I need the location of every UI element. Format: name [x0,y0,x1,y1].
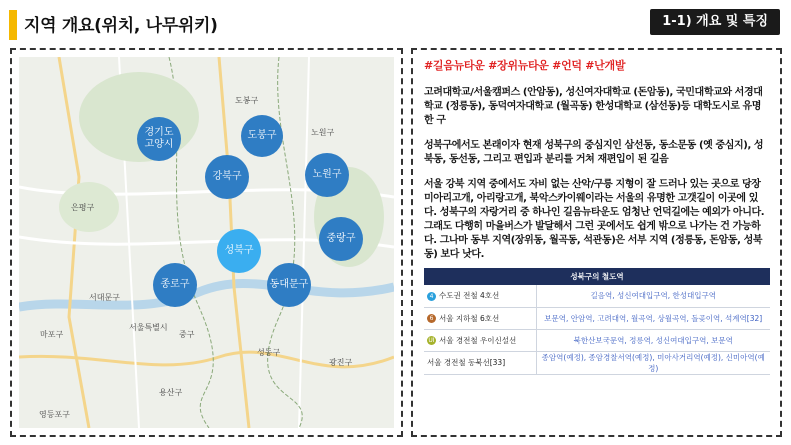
map-panel [10,48,403,437]
section-badge: 1-1) 개요 및 특징 [650,9,780,35]
station-list: 보문역, 안암역, 고려대역, 월곡역, 상월곡역, 돌곶이역, 석계역[32] [536,307,770,329]
page-title: 지역 개요(위치, 나무위키) [24,16,218,36]
hashtags: #길음뉴타운 #장위뉴타운 #언덕 #난개발 [424,59,626,72]
place-label: 서대문구 [89,293,120,302]
table-row [424,307,770,329]
place-label: 은평구 [71,203,95,212]
place-label: 성동구 [257,348,281,357]
district-nowon: 노원구 [305,153,349,197]
line-6-icon: 6 [427,314,436,323]
district-jongno: 종로구 [153,263,197,307]
district-gyeonggi-goyang: 경기도 고양시 [137,117,181,161]
place-label: 서울특별시 [129,323,168,332]
paragraph-universities: 고려대학교/서울캠퍼스 (안암동), 성신여자대학교 (돈암동), 국민대학교와 서경대학교 (정릉동), 동덕여자대학교 (월곡동) 한성대학교 (삼선동)등 대학도시로 유명한 구 [424,87,763,126]
place-label: 도봉구 [235,96,259,105]
station-list: 북한산보국문역, 정릉역, 성신여대입구역, 보문역 [536,329,770,351]
line-name: 서울 지하철 6호선 [439,313,500,323]
title-accent-bar [9,10,17,40]
table-row [424,285,770,307]
station-list: 종암역(예정), 종암경찰서역(예정), 미아사거리역(예정), 신미아역(예정) [536,351,770,374]
railway-station-table [424,268,770,375]
district-jungnang: 중랑구 [319,217,363,261]
place-label: 마포구 [40,330,64,339]
district-dongdaemun: 동대문구 [267,263,311,307]
line-name: 서울 경전철 동북선[33] [427,358,506,367]
place-label: 광진구 [329,358,353,367]
place-label: 용산구 [159,388,183,397]
place-label: 영등포구 [39,410,70,419]
line-name: 수도권 전철 4호선 [439,291,500,301]
place-label: 노원구 [311,128,335,137]
paragraph-terrain: 서울 강북 지역 중에서도 자비 없는 산악/구릉 지형이 잘 드러나 있는 곳으로 당장 미아리고개, 아리랑고개, 북악스카이웨이라는 서울의 유명한 고갯길이 이곳에 있다. 성북구의 자랑거리 중 하나인 길음뉴타운도 엄청난 언덕길에는 예외가 아니다. 그래도 다행히 마을버스가 발달해서 그런 곳에서도 쉽게 밖으로 나가는 건 가능하다. 그나마 동부 지역(장위동, 월곡동, 석관동)은 서부 지역 (정릉동, 돈암동, 성북동) 보다 낫다. [424,179,765,260]
line-4-icon: 4 [427,292,436,301]
district-gangbuk: 강북구 [205,155,249,199]
line-name: 서울 경전철 우이신설선 [439,335,517,345]
seoul-map [19,57,394,428]
line-ui-icon: UI [428,337,435,344]
place-label: 중구 [179,330,195,339]
table-row [424,351,770,374]
district-seongbuk: 성북구 [217,229,261,273]
district-dobong: 도봉구 [241,115,283,157]
table-row [424,329,770,351]
info-panel [411,48,782,437]
station-list: 길음역, 성신여대입구역, 한성대입구역 [536,285,770,307]
table-title: 성북구의 철도역 [424,268,770,285]
paragraph-neighborhoods: 성북구에서도 본래이자 현재 성북구의 중심지인 삼선동, 동소문동 (옛 중심지), 성북동, 동선동, 그리고 편입과 분리를 거쳐 재편입이 된 길음 [424,140,764,165]
